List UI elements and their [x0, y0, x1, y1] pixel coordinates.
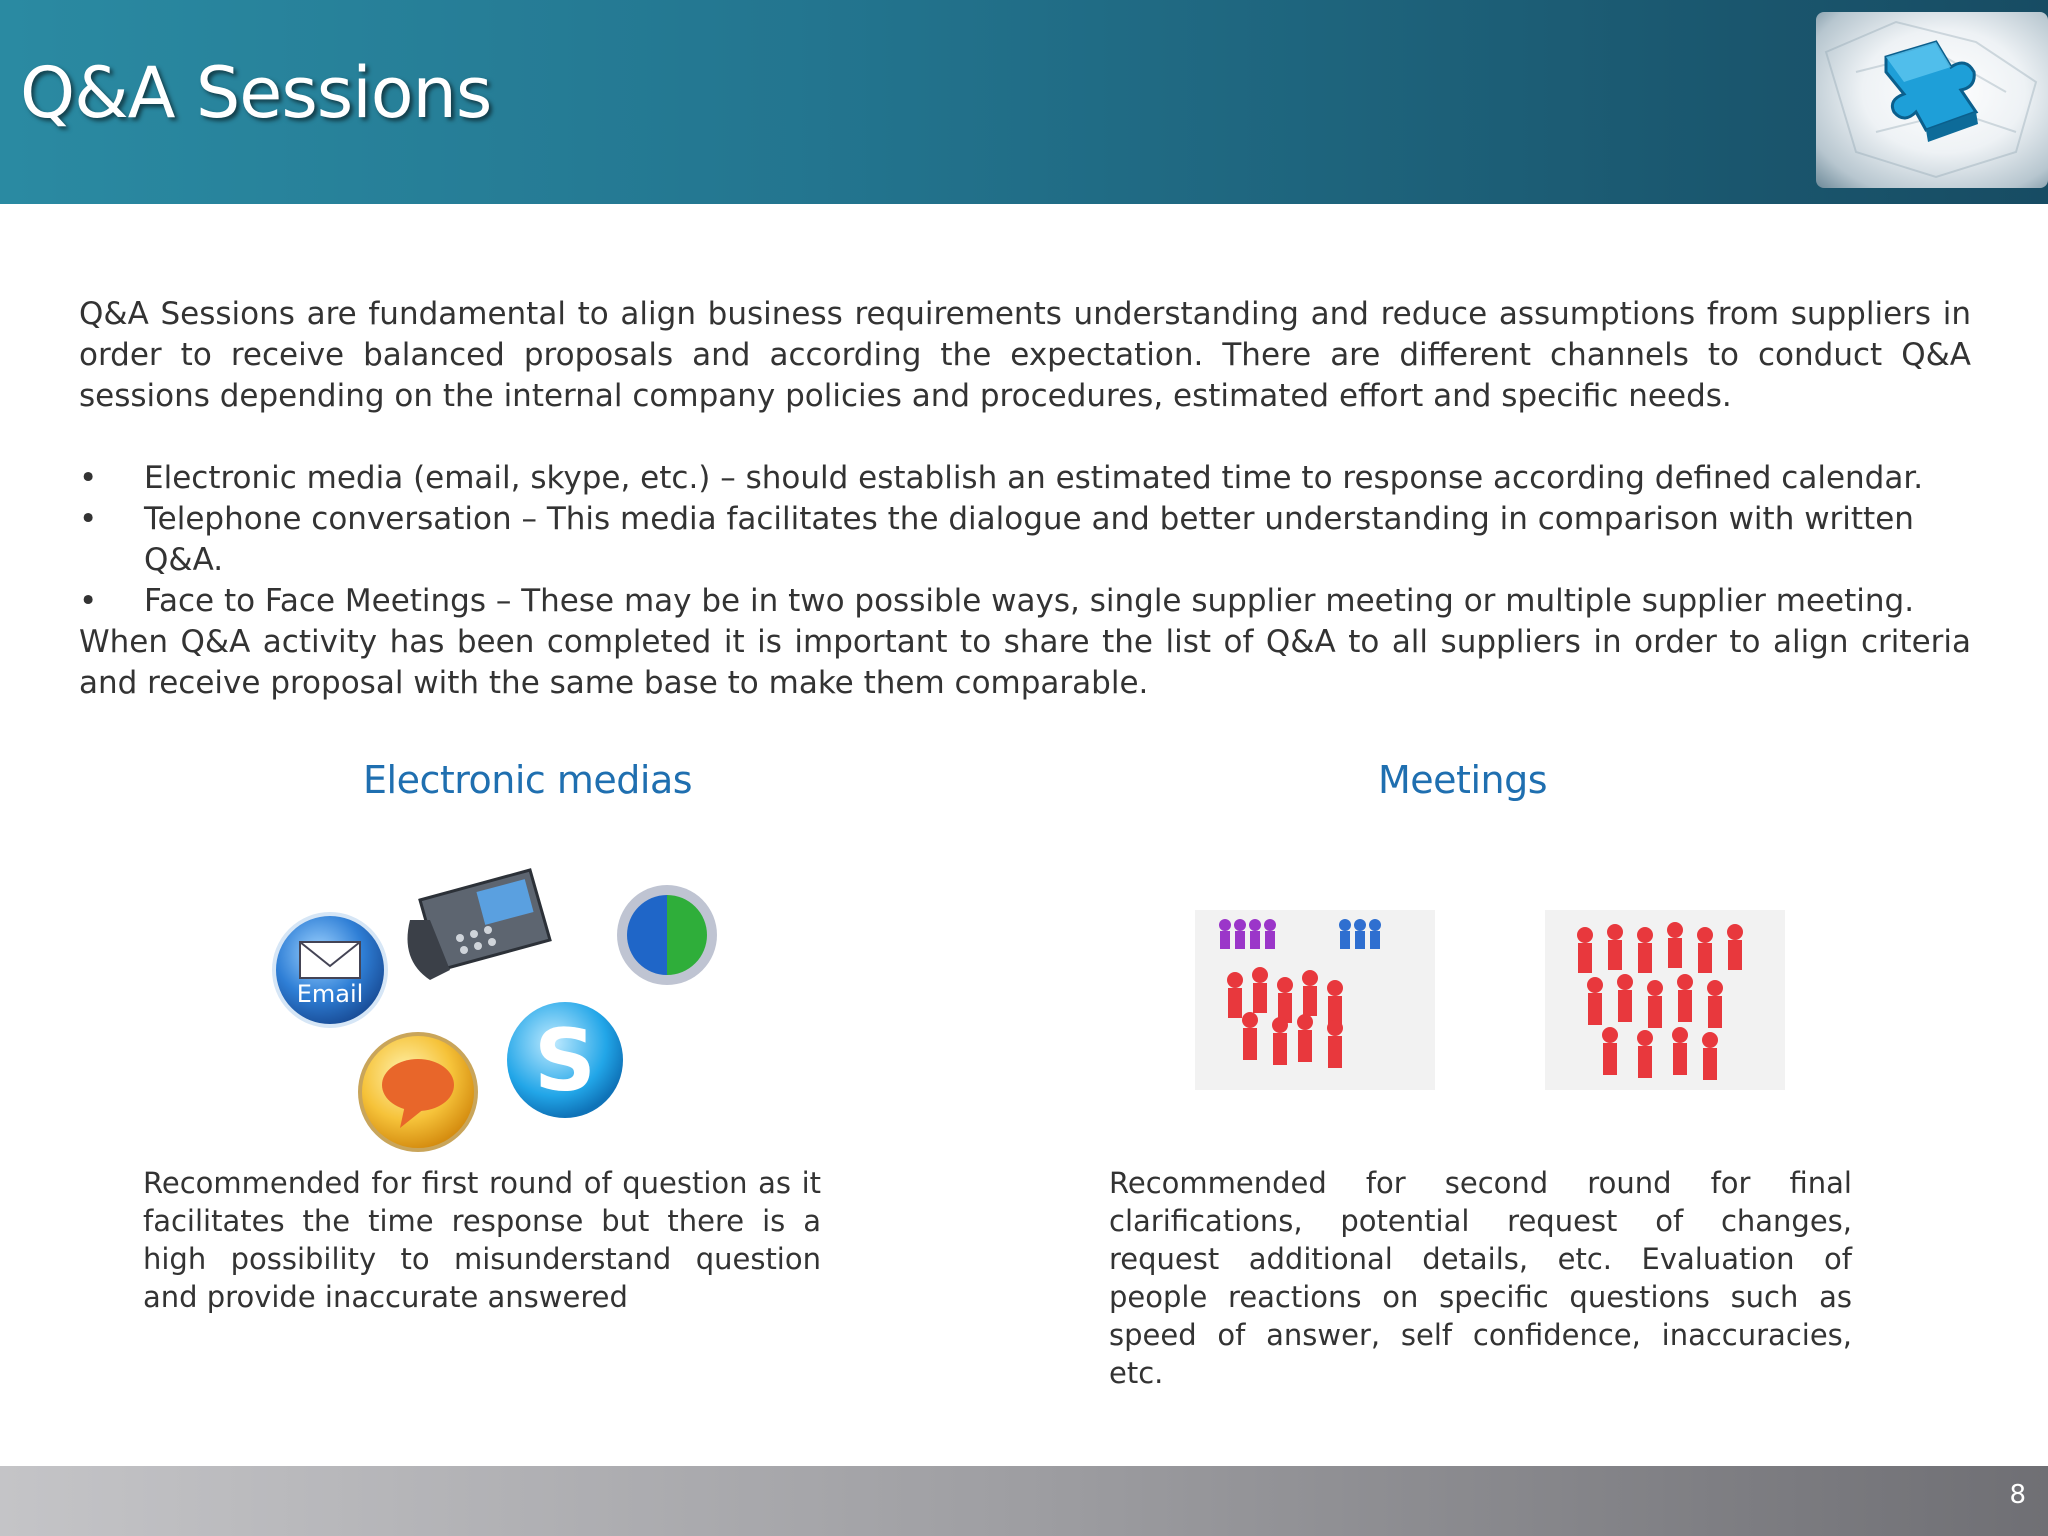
slide-header — [0, 0, 2048, 204]
page-number: 8 — [2009, 1480, 2026, 1510]
channel-bullet-list — [79, 458, 1971, 622]
email-icon — [274, 914, 386, 1026]
multiple-supplier-meeting-image — [1195, 910, 1435, 1090]
svg-text:S: S — [534, 1011, 596, 1111]
single-supplier-meeting-image — [1545, 910, 1785, 1090]
intro-paragraph: Q&A Sessions are fundamental to align business requirements understanding and reduce assumptions from suppliers in order to receive balanced proposals and according the expectation. There are different channels to conduct Q&A sessions depending on the internal company policies and procedures, estimated effort and specific needs. — [79, 296, 1971, 414]
bullet-face-to-face: • Face to Face Meetings – These may be in two possible ways, single supplier meeting or multiple supplier meeting. — [79, 581, 1971, 622]
blue-group-icon — [1339, 919, 1381, 949]
slide-title: Q&A Sessions — [20, 52, 492, 134]
chat-bubble-icon — [360, 1034, 476, 1150]
email-icon-label: Email — [296, 980, 364, 1008]
meetings-caption: Recommended for second round for final clarifications, potential request of changes, request additional details, etc. Evaluation of people reactions on specific questions such as speed of answer, self confidence, inaccuracies, etc. — [1109, 1166, 1852, 1390]
electronic-medias-caption: Recommended for first round of question as it facilitates the time response but there is a high possibility to misunderstand question and provide inaccurate answered — [143, 1166, 821, 1314]
globe-icon — [617, 885, 717, 985]
bullet-telephone: • Telephone conversation – This media facilitates the dialogue and better understanding in comparison with written Q&A. — [79, 499, 1971, 581]
skype-icon — [507, 1002, 623, 1118]
closing-paragraph: When Q&A activity has been completed it is important to share the list of Q&A to all suppliers in order to align criteria and receive proposal with the same base to make them comparable. — [79, 624, 1971, 701]
meetings-heading: Meetings — [1378, 758, 1548, 802]
puzzle-icon — [1816, 12, 2048, 188]
slide-footer — [0, 1466, 2048, 1536]
telephone-icon — [408, 870, 551, 980]
bullet-electronic-media: • Electronic media (email, skype, etc.) – should establish an estimated time to response according defined calendar. — [79, 458, 1971, 499]
electronic-medias-heading: Electronic medias — [363, 758, 693, 802]
electronic-media-icons — [260, 850, 740, 1160]
